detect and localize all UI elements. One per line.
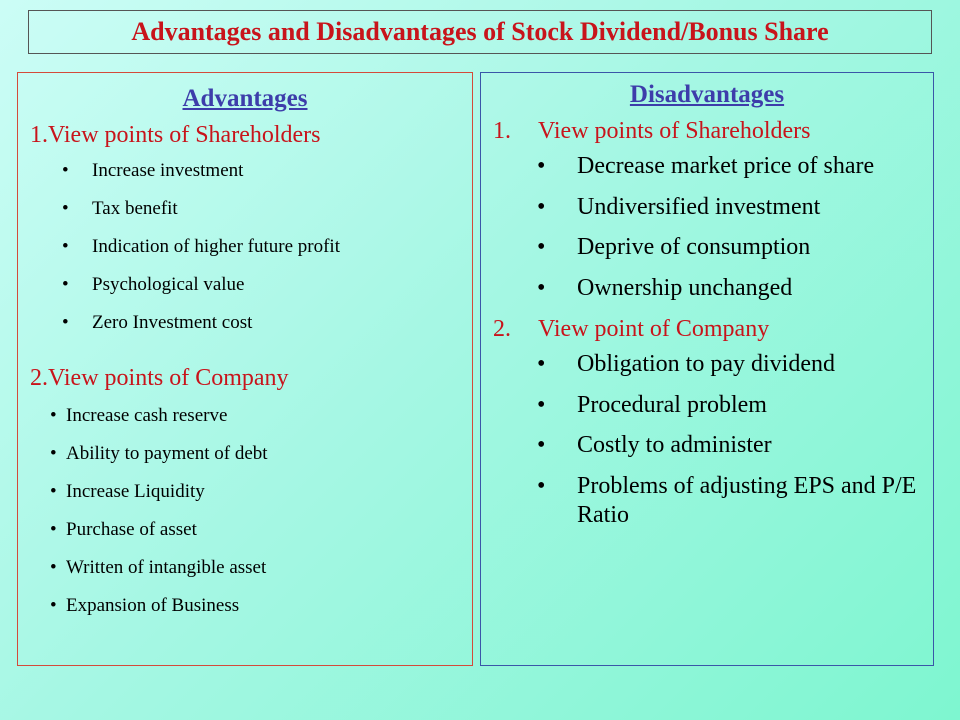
list-item-text: Deprive of consumption <box>577 234 811 261</box>
advantages-company-list <box>50 405 472 633</box>
list-item <box>50 405 472 443</box>
list-item-text: Increase cash reserve <box>66 404 228 426</box>
disadvantages-shareholders-list <box>535 152 933 303</box>
bullet-icon: • <box>537 275 546 302</box>
advantages-shareholders-list <box>62 160 472 350</box>
section-label: View points of Shareholders <box>538 118 811 144</box>
list-item-text: Indication of higher future profit <box>92 235 340 257</box>
advantages-panel <box>17 72 473 666</box>
list-item-text: Decrease market price of share <box>577 152 875 179</box>
slide-title: Advantages and Disadvantages of Stock Dividend/Bonus Share <box>131 17 829 46</box>
bullet-icon: • <box>537 350 546 377</box>
list-item-text: Costly to administer <box>577 432 772 459</box>
section-number: 1. <box>493 118 511 144</box>
bullet-icon: • <box>537 391 546 418</box>
disadvantages-section-shareholders <box>481 117 933 146</box>
bullet-icon: • <box>537 234 546 261</box>
disadvantages-section-company <box>481 315 933 344</box>
advantages-section-shareholders: 1.View points of Shareholders <box>30 122 321 148</box>
list-item-text: Purchase of asset <box>66 518 197 540</box>
disadvantages-company-list <box>535 350 933 530</box>
bullet-icon: • <box>50 442 57 464</box>
list-item <box>535 431 933 460</box>
bullet-icon: • <box>537 473 546 500</box>
bullet-icon: • <box>62 159 69 181</box>
list-item <box>535 350 933 379</box>
list-item <box>535 152 933 181</box>
bullet-icon: • <box>537 152 546 179</box>
bullet-icon: • <box>50 404 57 426</box>
list-item <box>50 519 472 557</box>
bullet-icon: • <box>50 594 57 616</box>
section-number: 2. <box>493 315 511 342</box>
section-label: View point of Company <box>538 315 770 342</box>
list-item-text: Written of intangible asset <box>66 556 267 578</box>
disadvantages-heading: Disadvantages <box>629 81 785 108</box>
list-item <box>62 236 472 274</box>
advantages-heading: Advantages <box>182 85 308 112</box>
list-item-text: Ability to payment of debt <box>66 442 268 464</box>
list-item <box>535 391 933 420</box>
bullet-icon: • <box>62 311 69 333</box>
bullet-icon: • <box>537 193 546 220</box>
slide-title-box <box>28 10 932 54</box>
list-item-text: Psychological value <box>92 273 245 295</box>
list-item <box>535 193 933 222</box>
list-item <box>62 274 472 312</box>
list-item <box>50 595 472 633</box>
list-item <box>62 312 472 350</box>
bullet-icon: • <box>62 235 69 257</box>
list-item-text: Zero Investment cost <box>92 311 253 333</box>
list-item-text: Tax benefit <box>92 197 178 219</box>
list-item-text: Expansion of Business <box>66 594 240 616</box>
list-item <box>535 472 933 530</box>
list-item <box>62 160 472 198</box>
bullet-icon: • <box>62 197 69 219</box>
list-item <box>535 233 933 262</box>
bullet-icon: • <box>50 518 57 540</box>
list-item <box>535 274 933 303</box>
bullet-icon: • <box>62 273 69 295</box>
list-item-text: Increase Liquidity <box>66 480 205 502</box>
disadvantages-panel <box>480 72 934 666</box>
list-item <box>62 198 472 236</box>
list-item <box>50 481 472 519</box>
list-item-text: Procedural problem <box>577 391 767 418</box>
list-item-text: Obligation to pay dividend <box>577 350 835 377</box>
advantages-section-company: 2.View points of Company <box>30 364 289 391</box>
list-item-text: Increase investment <box>92 159 244 181</box>
bullet-icon: • <box>50 556 57 578</box>
list-item <box>50 557 472 595</box>
list-item-text: Undiversified investment <box>577 193 821 220</box>
list-item-text: Ownership unchanged <box>577 275 793 302</box>
list-item <box>50 443 472 481</box>
list-item-text: Problems of adjusting EPS and P/E Ratio <box>577 473 917 528</box>
bullet-icon: • <box>50 480 57 502</box>
bullet-icon: • <box>537 432 546 459</box>
